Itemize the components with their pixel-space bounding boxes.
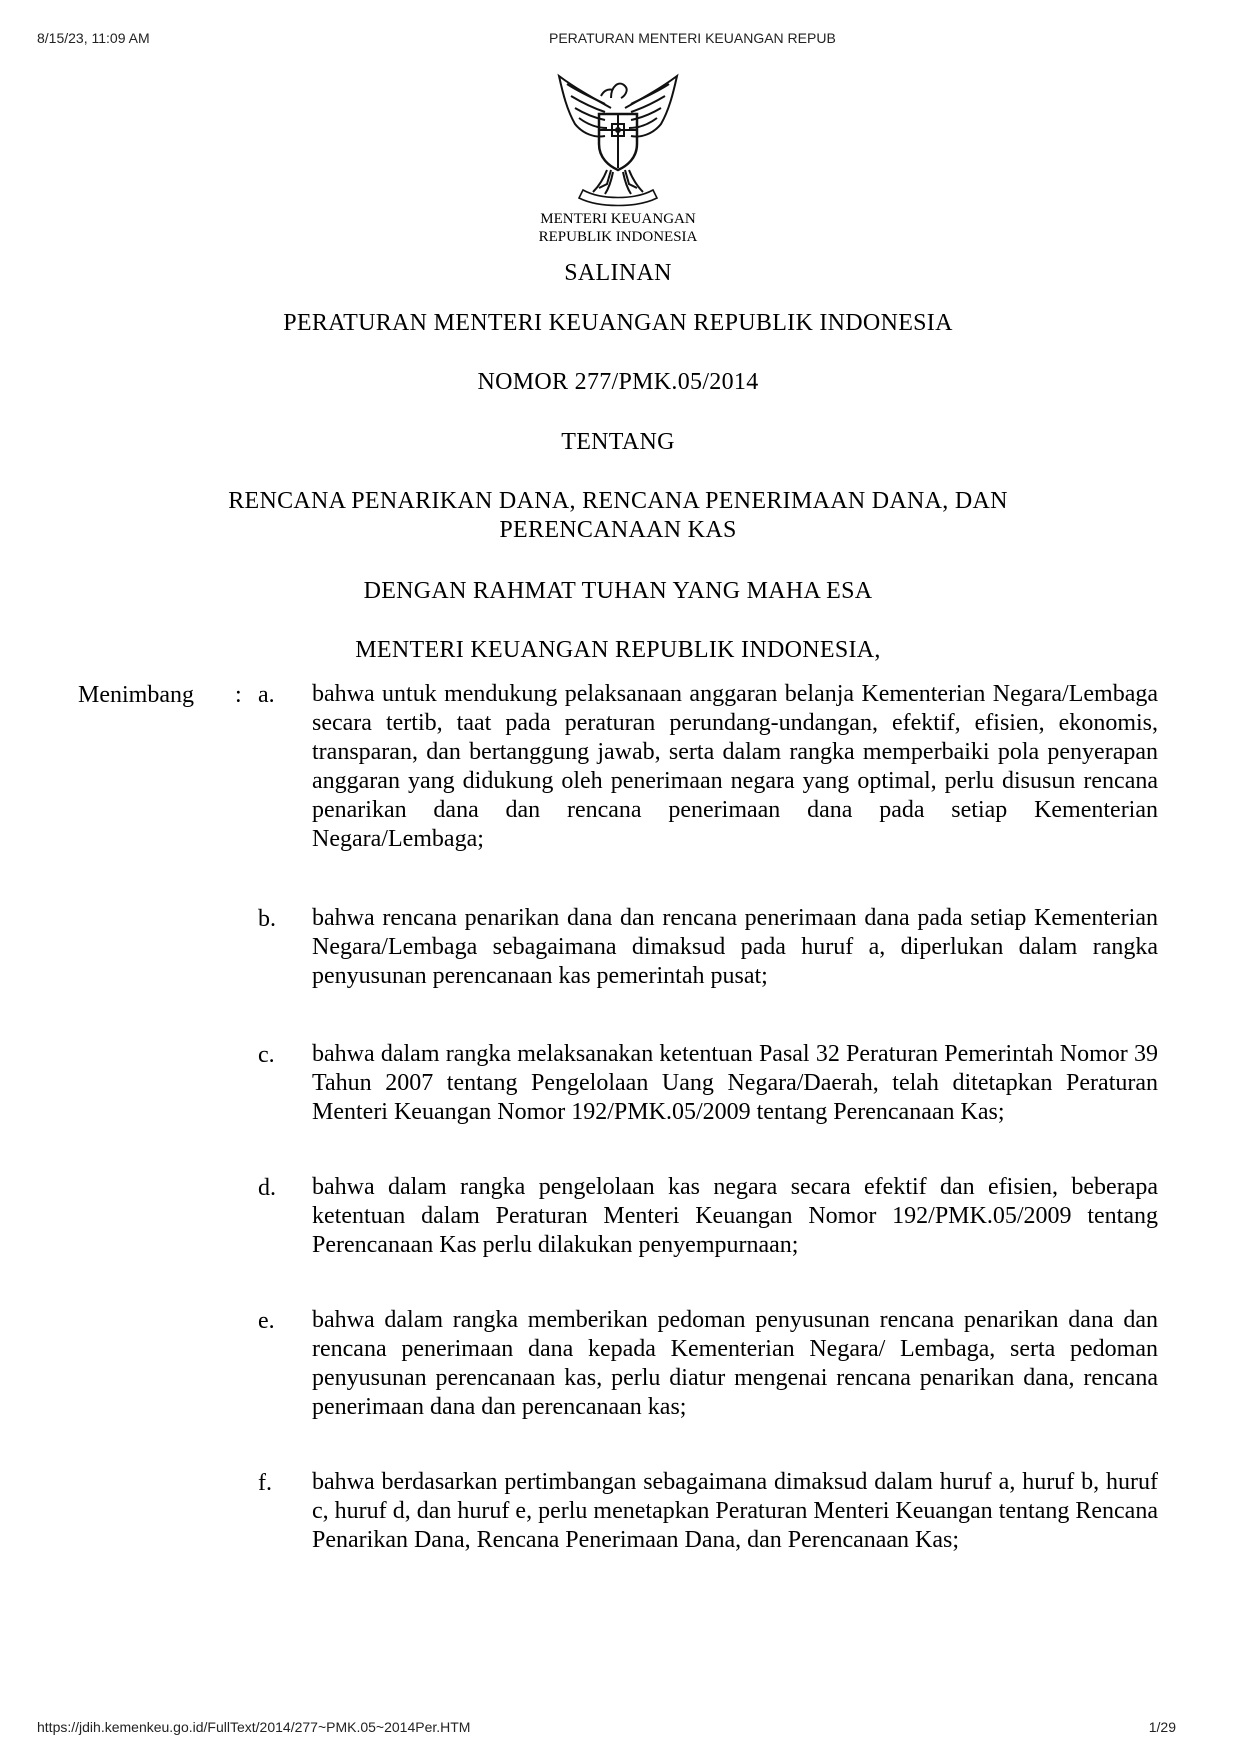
considering-item-text: bahwa rencana penarikan dana dan rencana penerimaan dana pada setiap Kementerian Negara/Lembaga sebagaimana dimaksud pada huruf a, diperlukan dalam rangka penyusunan perencanaan kas pemerintah pusat; bbox=[312, 905, 1158, 989]
print-document-title: PERATURAN MENTERI KEUANGAN REPUB bbox=[549, 30, 836, 46]
subject-line-2: PERENCANAAN KAS bbox=[499, 517, 737, 543]
ministry-name bbox=[420, 210, 816, 246]
subject-line-1: RENCANA PENARIKAN DANA, RENCANA PENERIMAAN DANA, DAN bbox=[228, 488, 1008, 514]
considering-item-text: bahwa dalam rangka pengelolaan kas negara secara efektif dan efisien, beberapa ketentuan dalam Peraturan Menteri Keuangan Nomor 192/PMK.05/2009 tentang Perencanaan Kas perlu dilakukan penyempurnaan; bbox=[312, 1174, 1158, 1258]
print-footer bbox=[30, 1719, 1210, 1739]
print-date: 8/15/23, 11:09 AM bbox=[37, 30, 150, 46]
considering-item-text: bahwa dalam rangka memberikan pedoman penyusunan rencana penarikan dana dan rencana penerimaan dana kepada Kementerian Negara/ Lembaga, serta pedoman penyusunan perencanaan kas, perlu diatur mengenai rencana penarikan dana, rencana penerimaan dana dan perencanaan kas; bbox=[312, 1307, 1158, 1420]
considering-item-letter: e. bbox=[258, 1308, 275, 1334]
garuda-emblem-icon bbox=[553, 68, 683, 208]
considering-item-letter: b. bbox=[258, 906, 276, 932]
ministry-line-2: REPUBLIK INDONESIA bbox=[538, 229, 698, 245]
considering-colon: : bbox=[235, 682, 242, 708]
copy-label: SALINAN bbox=[564, 260, 672, 286]
ministry-line-1: MENTERI KEUANGAN bbox=[540, 211, 696, 227]
regulation-number: NOMOR 277/PMK.05/2014 bbox=[477, 369, 759, 395]
considering-item-letter: c. bbox=[258, 1042, 275, 1068]
considering-label: Menimbang bbox=[78, 682, 194, 708]
considering-item-text: bahwa dalam rangka melaksanakan ketentuan Pasal 32 Peraturan Pemerintah Nomor 39 Tahun 2007 tentang Pengelolaan Uang Negara/Daerah, telah ditetapkan Peraturan Menteri Keuangan Nomor 192/PMK.05/2009 tentang Perencanaan Kas; bbox=[312, 1041, 1158, 1125]
issuer: MENTERI KEUANGAN REPUBLIK INDONESIA, bbox=[355, 637, 881, 663]
considering-item-letter: a. bbox=[258, 682, 275, 708]
source-url: https://jdih.kemenkeu.go.id/FullText/2014/277~PMK.05~2014Per.HTM bbox=[37, 1719, 471, 1735]
considering-item-text: bahwa berdasarkan pertimbangan sebagaimana dimaksud dalam huruf a, huruf b, huruf c, huruf d, dan huruf e, perlu menetapkan Peraturan Menteri Keuangan tentang Rencana Penarikan Dana, Rencana Penerimaan Dana, dan Perencanaan Kas; bbox=[312, 1469, 1158, 1553]
about-heading: TENTANG bbox=[561, 429, 675, 455]
considering-item-letter: f. bbox=[258, 1470, 272, 1496]
considering-item-text: bahwa untuk mendukung pelaksanaan anggaran belanja Kementerian Negara/Lembaga secara tertib, taat pada peraturan perundang-undangan, efektif, efisien, ekonomis, transparan, dan bertanggung jawab, serta dalam rangka memperbaiki pola penyerapan anggaran yang didukung oleh penerimaan negara yang optimal, perlu disusun rencana penarikan dana dan rencana penerimaan dana pada setiap Kementerian Negara/Lembaga; bbox=[312, 681, 1158, 852]
print-header bbox=[30, 30, 1210, 50]
considering-item-letter: d. bbox=[258, 1175, 276, 1201]
page-number: 1/29 bbox=[1148, 1719, 1176, 1735]
regulation-title: PERATURAN MENTERI KEUANGAN REPUBLIK INDONESIA bbox=[283, 310, 953, 336]
invocation: DENGAN RAHMAT TUHAN YANG MAHA ESA bbox=[363, 578, 873, 604]
